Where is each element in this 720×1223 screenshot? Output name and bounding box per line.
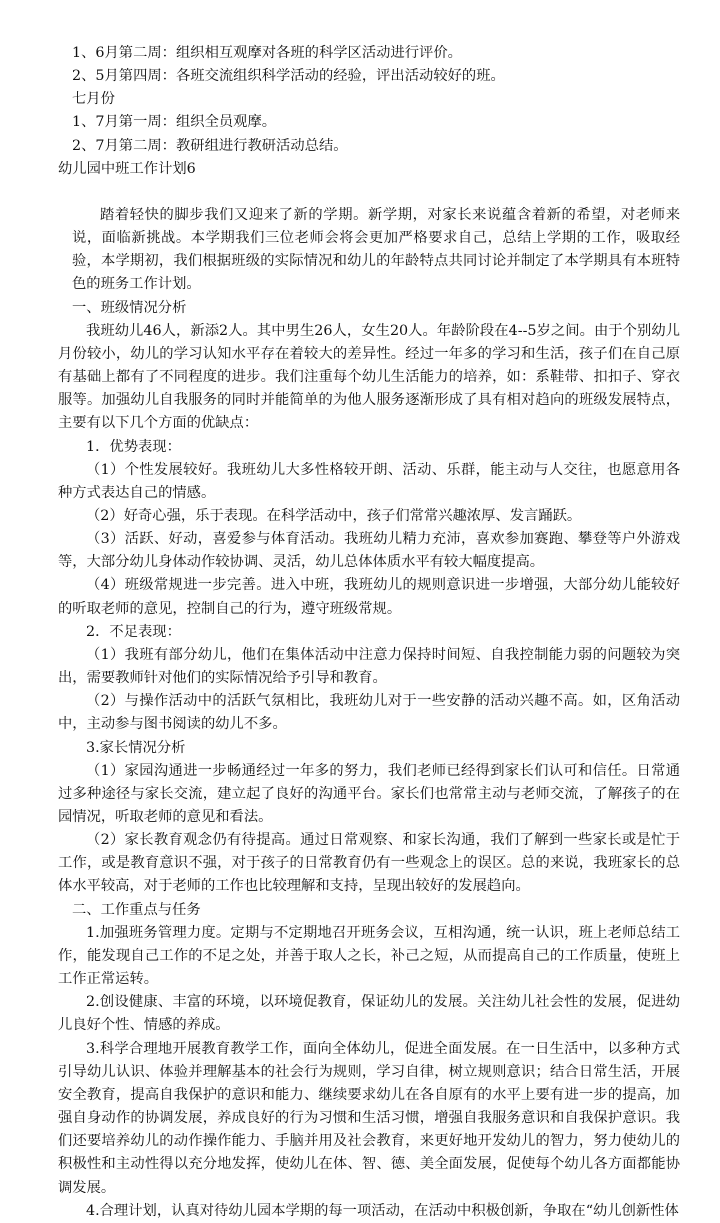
list-item: 1、7月第一周：组织全员观摩。 [72, 114, 277, 131]
list-item: 1、6月第二周：组织相互观摩对各班的科学区活动进行评价。 [72, 45, 462, 61]
subsection-heading: 1．优势表现： [86, 438, 181, 455]
task-item: 4.合理计划，认真对待幼儿园本学期的每一项活动，在活动中积极创新，争取在“幼儿创新性体 [86, 1202, 679, 1219]
task-item: 2.创设健康、丰富的环境，以环境促教育，保证幼儿的发展。关注幼儿社会性的发展，促进幼儿良好个性、情感的养成。 [58, 994, 680, 1034]
strength-item: （4）班级常规进一步完善。进入中班，我班幼儿的规则意识进一步增强，大部分幼儿能较好的听取老师的意见，控制自己的行为，遵守班级常规。 [58, 577, 680, 617]
task-item: 3.科学合理地开展教育教学工作，面向全体幼儿，促进全面发展。在一日生活中，以多种方式引导幼儿认识、体验并理解基本的社会行为规则，学习自律，树立规则意识；结合日常生活，开展安全教育，提高自我保护的意识和能力、继续要求幼儿在各自原有的水平上要有进一步的提高，加强自身动作的协调发展，养成良好的行为习惯和生活习惯，增强自我服务意识和自我保护意识。我们还要培养幼儿的动作操作能力、手脑并用及社会教育，来更好地开发幼儿的智力，努力使幼儿的积极性和主动性得以充分地发挥，使幼儿在体、智、德、美全面发展，促使每个幼儿各方面都能协调发展。 [58, 1040, 680, 1196]
class-analysis-paragraph: 我班幼儿46人，新添2人。其中男生26人，女生20人。年龄阶段在4--5岁之间。由于个别幼儿月份较小，幼儿的学习认知水平存在着较大的差异性。经过一年多的学习和生活，孩子们在自己原有基础上都有了不同程度的进步。我们注重每个幼儿生活能力的培养，如：系鞋带、扣扣子、穿衣服等。加强幼儿自我服务的同时并能简单的为他人服务逐渐形成了具有相对趋向的班级发展特点，主要有以下几个方面的优缺点： [58, 322, 680, 432]
strength-item: （3）活跃、好动，喜爱参与体育活动。我班幼儿精力充沛，喜欢参加赛跑、攀登等户外游戏等，大部分幼儿身体动作较协调、灵活，幼儿总体体质水平有较大幅度提高。 [58, 531, 680, 571]
section-heading: 一、班级情况分析 [72, 299, 187, 316]
section-heading: 二、工作重点与任务 [72, 901, 201, 918]
intro-paragraph: 踏着轻快的脚步我们又迎来了新的学期。新学期，对家长来说蕴含着新的希望，对老师来说，面临新挑战。本学期我们三位老师会将会更加严格要求自己，总结上学期的工作，吸取经验，本学期初，我们根据班级的实际情况和幼儿的年龄特点共同讨论并制定了本学期具有本班特色的班务工作计划。 [72, 206, 680, 293]
list-item: 2、7月第二周：教研组进行教研活动总结。 [72, 137, 348, 154]
parent-item: （1）家园沟通进一步畅通经过一年多的努力，我们老师已经得到家长们认可和信任。日常通过多种途径与家长交流，建立起了良好的沟通平台。家长们也常常主动与老师交流，了解孩子的在园情况，听取老师的意见和看法。 [58, 762, 680, 825]
strength-item: （1）个性发展较好。我班幼儿大多性格较开朗、活动、乐群，能主动与人交往，也愿意用各种方式表达自己的情感。 [58, 461, 680, 501]
list-item: 2、5月第四周：各班交流组织科学活动的经验，评出活动较好的班。 [72, 68, 505, 85]
plan-title: 幼儿园中班工作计划6 [58, 160, 196, 177]
weakness-item: （2）与操作活动中的活跃气氛相比，我班幼儿对于一些安静的活动兴趣不高。如，区角活动中，主动参与图书阅读的幼儿不多。 [58, 693, 680, 733]
parent-item: （2）家长教育观念仍有待提高。通过日常观察、和家长沟通，我们了解到一些家长或是忙于工作，或是教育意识不强，对于孩子的日常教育仍有一些观念上的误区。总的来说，我班家长的总体水平较高，对于老师的工作也比较理解和支持，呈现出较好的发展趋向。 [58, 832, 680, 895]
task-item: 1.加强班务管理力度。定期与不定期地召开班务会议，互相沟通，统一认识，班上老师总结工作，能发现自己工作的不足之处，并善于取人之长，补己之短，从而提高自己的工作质量，使班上工作正常运转。 [58, 924, 680, 988]
month-label: 七月份 [72, 91, 115, 108]
blank-line [72, 181, 680, 204]
subsection-heading: 3.家长情况分析 [86, 739, 186, 756]
weakness-item: （1）我班有部分幼儿，他们在集体活动中注意力保持时间短、自我控制能力弱的问题较为突出，需要教师针对他们的实际情况给予引导和教育。 [58, 646, 680, 687]
document-page [58, 42, 680, 1223]
subsection-heading: 2．不足表现： [86, 623, 181, 640]
strength-item: （2）好奇心强，乐于表现。在科学活动中，孩子们常常兴趣浓厚、发言踊跃。 [86, 507, 582, 524]
